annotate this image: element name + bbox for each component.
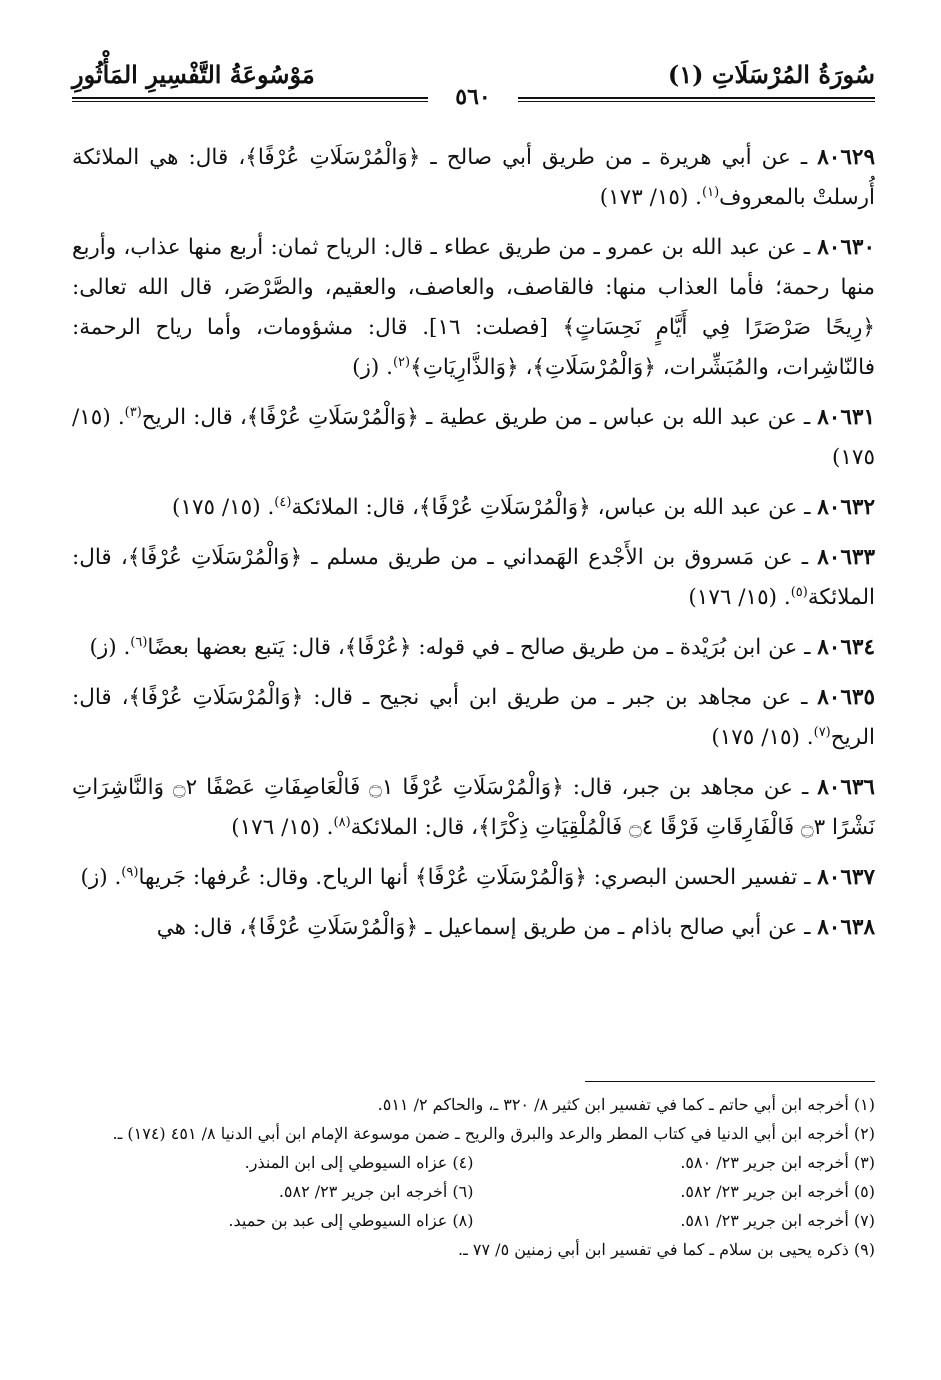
entry-source: . (١٥/ ١٧٣)	[599, 185, 702, 210]
footnote-3: (٣) أخرجه ابن جرير ٢٣/ ٥٨٠.	[680, 1153, 875, 1172]
hadith-entry	[72, 908, 875, 948]
footnote-9: (٩) ذكره يحيى بن سلام ـ كما في تفسير ابن أبي زمنين ٥/ ٧٧ ـ.	[458, 1240, 875, 1259]
footnote-ref: (٧)	[813, 724, 831, 740]
page-number: ٥٦٠	[428, 84, 518, 110]
hadith-entry	[72, 488, 875, 528]
entry-number: ٨٠٦٢٩	[817, 145, 875, 170]
footnote-ref: (٣)	[124, 404, 142, 420]
entry-text: ـ تفسير الحسن البصري: ﴿وَالْمُرْسَلَاتِ عُرْفًا﴾ أنها الرياح. وقال: عُرفها: جَريها	[138, 865, 818, 890]
entry-text: ـ عن عبد الله بن عباس ـ من طريق عطية ـ ﴿وَالْمُرْسَلَاتِ عُرْفًا﴾، قال: الريح	[141, 405, 818, 430]
footnote-7: (٧) أخرجه ابن جرير ٢٣/ ٥٨١.	[680, 1211, 875, 1230]
footnote-5: (٥) أخرجه ابن جرير ٢٣/ ٥٨٢.	[680, 1182, 875, 1201]
footnote-ref: (٤)	[274, 494, 292, 510]
footnote-ref: (٦)	[130, 634, 148, 650]
footnotes	[72, 1090, 875, 1264]
footnote-6: (٦) أخرجه ابن جرير ٢٣/ ٥٨٢.	[278, 1182, 474, 1201]
entry-source: . (١٥/ ١٧٦)	[688, 585, 791, 610]
entry-source: . (١٥/ ١٧٦)	[231, 815, 334, 840]
entry-text: ـ عن أبي صالح باذام ـ من طريق إسماعيل ـ ﴿وَالْمُرْسَلَاتِ عُرْفًا﴾، قال: هي	[156, 915, 818, 940]
footnote-row	[72, 1177, 875, 1206]
hadith-entry	[72, 138, 875, 218]
footnote-4: (٤) عزاه السيوطي إلى ابن المنذر.	[244, 1153, 474, 1172]
hadith-entry	[72, 398, 875, 478]
footnote-ref: (١)	[702, 184, 720, 200]
entry-number: ٨٠٦٣٢	[817, 495, 875, 520]
hadith-entry	[72, 628, 875, 668]
entry-source: . (١٥/ ١٧٥)	[72, 405, 875, 470]
hadith-entry	[72, 538, 875, 618]
entry-source: . (١٥/ ١٧٥)	[172, 495, 275, 520]
hadith-entry	[72, 678, 875, 758]
entry-number: ٨٠٦٣٤	[817, 635, 875, 660]
footnote-separator	[585, 1081, 875, 1082]
entry-number: ٨٠٦٣٨	[817, 915, 875, 940]
footnote-ref: (٥)	[790, 584, 808, 600]
footnote-ref: (٢)	[392, 354, 411, 370]
entry-text: ـ عن عبد الله بن عمرو ـ من طريق عطاء ـ قال: الرياح ثمان: أربع منها عذاب، وأربع منها رحمة؛ فأما العذاب منها: فالقاصف، والعاصف، والعقيم، والصَّرْصَر، قال الله تعالى: ﴿رِيحًا صَرْصَرًا فِي أَيَّامٍ نَحِسَاتٍ﴾ [فصلت: ١٦]. قال: مشؤومات، وأما رياح الرحمة: فالنّاشِرات، والمُبَشِّرات، ﴿وَالْمُرْسَلَاتِ﴾، ﴿وَالذَّارِيَاتِ﴾	[72, 235, 875, 380]
footnote-ref: (٨)	[333, 814, 351, 830]
entry-number: ٨٠٦٣٧	[817, 865, 875, 890]
entry-number: ٨٠٦٣١	[817, 405, 875, 430]
entry-text: ـ عن أبي هريرة ـ من طريق أبي صالح ـ ﴿وَالْمُرْسَلَاتِ عُرْفًا﴾، قال: هي الملائكة أُرسلتْ بالمعروف	[72, 145, 875, 210]
footnote-row	[72, 1206, 875, 1235]
hadith-entry	[72, 858, 875, 898]
entry-text: ـ عن عبد الله بن عباس، ﴿وَالْمُرْسَلَاتِ عُرْفًا﴾، قال: الملائكة	[291, 495, 818, 520]
entry-source: . (ز)	[352, 355, 393, 380]
entry-source: . (ز)	[89, 635, 131, 660]
footnote-8: (٨) عزاه السيوطي إلى عبد بن حميد.	[228, 1211, 474, 1230]
footnote-1: (١) أخرجه ابن أبي حاتم ـ كما في تفسير ابن كثير ٨/ ٣٢٠ ـ، والحاكم ٢/ ٥١١.	[377, 1095, 875, 1114]
entry-text: ـ عن مَسروق بن الأَجْدع الهَمداني ـ من طريق مسلم ـ ﴿وَالْمُرْسَلَاتِ عُرْفًا﴾، قال: الملائكة	[72, 545, 875, 610]
hadith-entry	[72, 228, 875, 388]
entry-text: ـ عن مجاهد بن جبر، قال: ﴿وَالْمُرْسَلَاتِ عُرْفًا ۝١ فَالْعَاصِفَاتِ عَصْفًا ۝٢ وَالنَّاشِرَاتِ نَشْرًا ۝٣ فَالْفَارِقَاتِ فَرْقًا ۝٤ فَالْمُلْقِيَاتِ ذِكْرًا﴾، قال: الملائكة	[72, 775, 875, 840]
entry-text: ـ عن ابن بُرَيْدة ـ من طريق صالح ـ في قوله: ﴿عُرْفًا﴾، قال: يَتبع بعضها بعضًا	[147, 635, 818, 660]
entry-number: ٨٠٦٣٥	[817, 685, 875, 710]
entry-number: ٨٠٦٣٠	[817, 235, 875, 260]
surah-title: سُورَةُ المُرْسَلَاتِ (١)	[667, 60, 875, 89]
footnote-row	[72, 1148, 875, 1177]
hadith-entry	[72, 768, 875, 848]
entry-number: ٨٠٦٣٣	[817, 545, 875, 570]
entry-source: . (ز)	[80, 865, 122, 890]
entry-number: ٨٠٦٣٦	[817, 775, 875, 800]
entry-source: . (١٥/ ١٧٥)	[711, 725, 814, 750]
footnote-2: (٢) أخرجه ابن أبي الدنيا في كتاب المطر والرعد والبرق والريح ـ ضمن موسوعة الإمام ابن أبي الدنيا ٨/ ٤٥١ (١٧٤) ـ.	[112, 1124, 875, 1143]
footnote-ref: (٩)	[121, 864, 139, 880]
page-body	[72, 138, 875, 958]
entry-text: ـ عن مجاهد بن جبر ـ من طريق ابن أبي نجيح ـ قال: ﴿وَالْمُرْسَلَاتِ عُرْفًا﴾، قال: الريح	[72, 685, 875, 750]
book-title: مَوْسُوعَةُ التَّفْسِيرِ المَأْثُورِ	[72, 60, 315, 89]
